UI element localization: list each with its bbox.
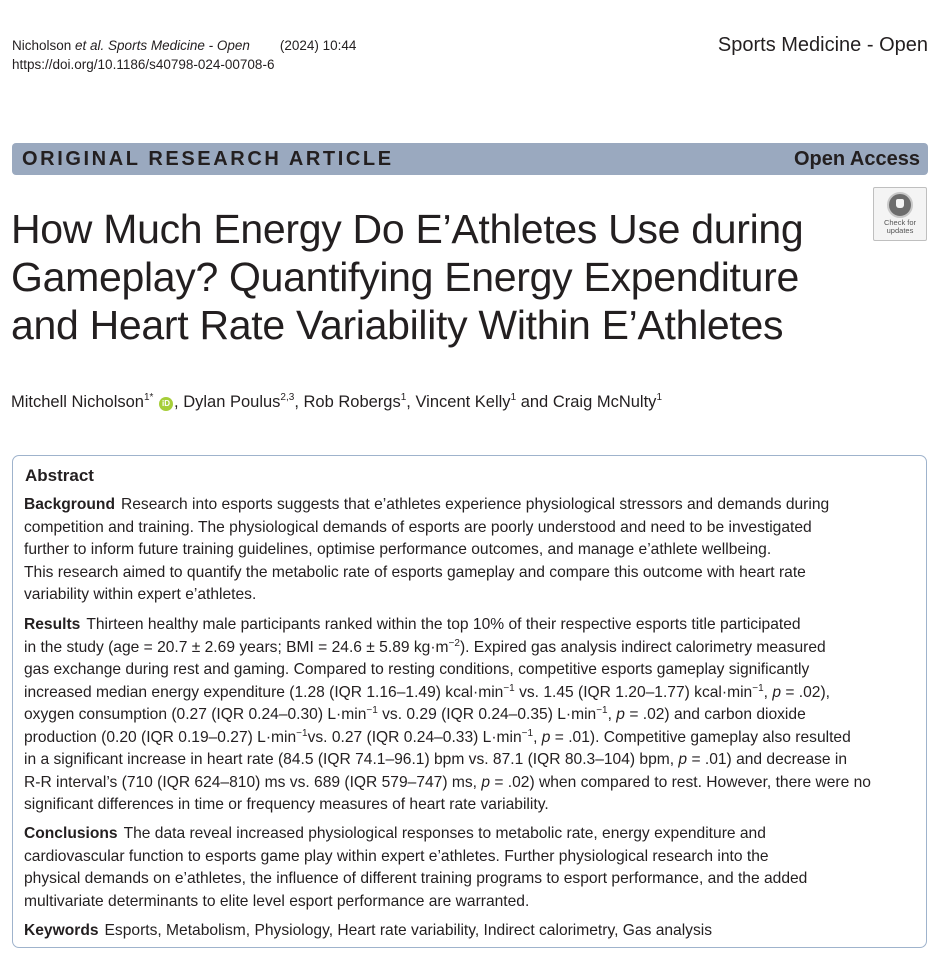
abstract-line: variability within expert e’athletes.: [24, 586, 257, 603]
abstract-conclusions: [24, 823, 918, 913]
abstract-line: increased median energy expenditure (1.28 (IQR 1.16–1.49) $kcal\cdot\min^{-1}$ vs. 1.45 (IQR 1.20–1.77) $kcal\cdot\min^{-1}$, p = .02),: [24, 682, 830, 701]
author-name[interactable]: Vincent Kelly: [415, 393, 511, 411]
abstract-line: in the study (age = 20.7 ± 2.69 years; BMI = 24.6 ± 5.89 $kg\cdot m^{-2}$). Expired gas analysis indirect calorimetry measured: [24, 637, 826, 656]
journal-name: Sports Medicine - Open: [717, 34, 928, 56]
abstract-line: oxygen consumption (0.27 (IQR 0.24–0.30) $L\cdot\min^{-1}$ vs. 0.29 (IQR 0.24–0.35) $L\cdot\min^{-1}$, p = .02) and carbon dioxide: [24, 705, 806, 723]
bookmark-icon: [887, 192, 913, 218]
title-line: and Heart Rate Variability Within E’Athletes: [11, 302, 784, 348]
abstract-line: Results Thirteen healthy male participants ranked within the top 10% of their respective esports title participated: [24, 616, 801, 633]
running-header: [12, 36, 356, 74]
author-affiliation: 1: [510, 392, 517, 403]
author-affiliation: 1: [656, 392, 662, 403]
section-label: Conclusions: [24, 825, 118, 842]
abstract-line: production (0.20 (IQR 0.19–0.27) $L\cdot\min^{-1}vs$. 0.27 (IQR 0.24–0.33) $L\cdot\min^{-1}$, p = .01). Competitive gameplay also resulted: [24, 727, 851, 746]
article-title: [11, 205, 871, 349]
abstract-line: competition and training. The physiological demands of esports are poorly understood and need to be investigated: [24, 518, 812, 536]
abstract-line: gas exchange during rest and gaming. Compared to resting conditions, competitive esports gameplay significantly: [24, 661, 810, 678]
author-name[interactable]: Dylan Poulus: [183, 393, 281, 411]
citation-authors: Nicholson: [12, 38, 76, 53]
abstract-line: in a significant increase in heart rate (84.5 (IQR 74.1–96.1) bpm vs. 87.1 (IQR 80.3–104) bpm, p = .01) and decrease in: [24, 751, 848, 768]
abstract-heading: Abstract: [25, 466, 94, 485]
citation-journal: et al. Sports Medicine - Open: [75, 38, 250, 53]
author-name[interactable]: Rob Robergs: [303, 393, 401, 411]
author-affiliation: 2,3: [280, 392, 295, 403]
title-line: How Much Energy Do E’Athletes Use during: [11, 206, 804, 252]
keywords-line: [24, 920, 918, 943]
keywords-text: Esports, Metabolism, Physiology, Heart rate variability, Indirect calorimetry, Gas analysis: [104, 922, 713, 939]
doi-link[interactable]: https://doi.org/10.1186/s40798-024-00708-6: [12, 57, 275, 72]
author-name[interactable]: Craig McNulty: [552, 393, 657, 411]
author-list: Mitchell Nicholson$^{1*}$ iD , Dylan Poulus$^{2,3}$, Rob Robergs$^1$, Vincent Kelly$^1$ and Craig McNulty$^1$: [11, 392, 662, 411]
abstract-line: multivariate determinants to elite level esport performance are warranted.: [24, 892, 530, 910]
check-for-updates-label: Check for updates: [883, 218, 917, 235]
section-label: Background: [24, 496, 115, 513]
open-access-label: Open Access: [794, 148, 920, 170]
citation-line: [12, 36, 356, 55]
abstract-keywords: [24, 920, 918, 943]
abstract-line: This research aimed to quantify the metabolic rate of esports gameplay and compare this outcome with heart rate: [24, 563, 806, 581]
article-type: ORIGINAL RESEARCH ARTICLE: [22, 148, 394, 170]
check-for-updates-button[interactable]: [873, 187, 927, 241]
abstract-line: significant differences in time or frequency measures of heart rate variability.: [24, 796, 549, 813]
abstract-line: physical demands on e’athletes, the influence of different training programs to esport performance, and the added: [24, 870, 808, 887]
citation-year-volume: (2024) 10:44: [279, 38, 357, 53]
abstract-line: further to inform future training guidelines, optimise performance outcomes, and manage e’athlete wellbeing.: [24, 541, 772, 558]
title-line: Gameplay? Quantifying Energy Expenditure: [11, 254, 799, 300]
section-label: Results: [24, 616, 81, 633]
article-type-banner: [12, 143, 928, 175]
abstract-line: Background Research into esports suggests that e’athletes experience physiological stressors and demands during: [24, 496, 830, 513]
abstract-line: cardiovascular function to esports game play within expert e’athletes. Further physiological research into the: [24, 847, 769, 865]
abstract-background: [24, 494, 918, 607]
author-affiliation: 1*: [143, 392, 154, 403]
author-affiliation: 1: [400, 392, 407, 403]
abstract-line: Conclusions The data reveal increased physiological responses to metabolic rate, energy expenditure and: [24, 825, 766, 842]
orcid-icon[interactable]: iD: [159, 397, 173, 411]
abstract-box: [12, 455, 927, 948]
section-label: Keywords: [24, 922, 99, 939]
author-name[interactable]: Mitchell Nicholson: [11, 393, 144, 411]
abstract-results: [24, 614, 918, 817]
abstract-line: R-R interval’s (710 (IQR 624–810) ms vs. 689 (IQR 579–747) ms, p = .02) when compared to rest. However, there were no: [24, 773, 871, 791]
